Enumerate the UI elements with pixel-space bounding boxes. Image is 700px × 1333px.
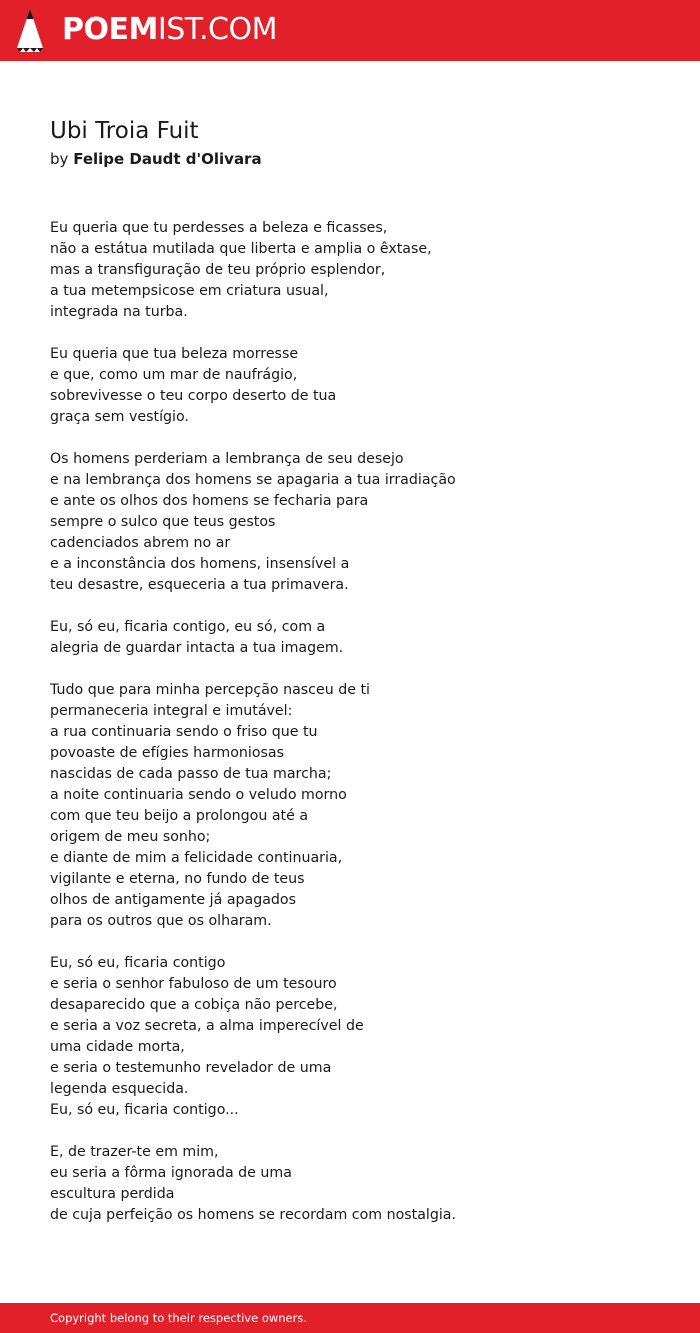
poem-title: Ubi Troia Fuit xyxy=(50,118,199,144)
poem-line: de cuja perfeição os homens se recordam com nostalgia. xyxy=(50,1207,456,1223)
poem-line: eu seria a fôrma ignorada de uma xyxy=(50,1165,292,1181)
brand-name-bold: POEM xyxy=(62,12,158,47)
site-footer xyxy=(0,1303,700,1333)
poem-line: Eu, só eu, ficaria contigo xyxy=(50,955,226,971)
stanza-break xyxy=(50,659,670,680)
poem-line: nascidas de cada passo de tua marcha; xyxy=(50,766,332,782)
poem-line: Os homens perderiam a lembrança de seu desejo xyxy=(50,451,404,467)
poem-line: integrada na turba. xyxy=(50,304,188,320)
poem-line: e seria o senhor fabuloso de um tesouro xyxy=(50,976,337,992)
poem-line: e seria a voz secreta, a alma imperecível de xyxy=(50,1018,364,1034)
poem-line: Eu, só eu, ficaria contigo, eu só, com a xyxy=(50,619,326,635)
poem-line: mas a transfiguração de teu próprio esplendor, xyxy=(50,262,386,278)
poem-line: permaneceria integral e imutável: xyxy=(50,703,293,719)
poem-line: para os outros que os olharam. xyxy=(50,913,272,929)
poem-line: a tua metempsicose em criatura usual, xyxy=(50,283,329,299)
poem-line: vigilante e eterna, no fundo de teus xyxy=(50,871,305,887)
poem-line: não a estátua mutilada que liberta e amplia o êxtase, xyxy=(50,241,432,257)
poem-line: a noite continuaria sendo o veludo morno xyxy=(50,787,347,803)
poem-line: com que teu beijo a prolongou até a xyxy=(50,808,309,824)
poem-line: e seria o testemunho revelador de uma xyxy=(50,1060,332,1076)
poem-line: graça sem vestígio. xyxy=(50,409,189,425)
site-header xyxy=(0,0,700,61)
poem-line: escultura perdida xyxy=(50,1186,175,1202)
stanza-break xyxy=(50,1121,670,1142)
poem-line: e a inconstância dos homens, insensível a xyxy=(50,556,350,572)
copyright-notice: Copyright belong to their respective owners. xyxy=(50,1311,308,1325)
stanza-break xyxy=(50,428,670,449)
site-logo-link[interactable] xyxy=(62,12,277,48)
poem-line: Eu queria que tua beleza morresse xyxy=(50,346,299,362)
poem-line: olhos de antigamente já apagados xyxy=(50,892,296,908)
poem-line: teu desastre, esqueceria a tua primavera. xyxy=(50,577,349,593)
poem-line: Eu, só eu, ficaria contigo... xyxy=(50,1102,239,1118)
poem-byline xyxy=(50,148,262,170)
poem-line: sobrevivesse o teu corpo deserto de tua xyxy=(50,388,337,404)
poem-line: desaparecido que a cobiça não percebe, xyxy=(50,997,338,1013)
poem-line: origem de meu sonho; xyxy=(50,829,211,845)
poem-line: uma cidade morta, xyxy=(50,1039,185,1055)
stanza-break xyxy=(50,323,670,344)
poem-line: e diante de mim a felicidade continuaria, xyxy=(50,850,343,866)
poem-line: povoaste de efígies harmoniosas xyxy=(50,745,284,761)
poem-line: e ante os olhos dos homens se fecharia para xyxy=(50,493,369,509)
author-name[interactable]: Felipe Daudt d'Olivara xyxy=(73,150,262,168)
pencil-tip-icon[interactable] xyxy=(16,8,44,52)
poem-line: e que, como um mar de naufrágio, xyxy=(50,367,298,383)
poem-line: Tudo que para minha percepção nasceu de ti xyxy=(50,682,370,698)
poem-line: Eu queria que tu perdesses a beleza e ficasses, xyxy=(50,220,388,236)
poem-line: cadenciados abrem no ar xyxy=(50,535,231,551)
poem-line: E, de trazer-te em mim, xyxy=(50,1144,219,1160)
poem-body xyxy=(50,218,670,1226)
poem-line: e na lembrança dos homens se apagaria a tua irradiação xyxy=(50,472,456,488)
brand-name-domain: IST.COM xyxy=(157,12,277,47)
byline-prefix: by xyxy=(50,150,69,168)
stanza-break xyxy=(50,596,670,617)
poem-line: legenda esquecida. xyxy=(50,1081,189,1097)
poem-line: sempre o sulco que teus gestos xyxy=(50,514,276,530)
poem-line: a rua continuaria sendo o friso que tu xyxy=(50,724,318,740)
poem-line: alegria de guardar intacta a tua imagem. xyxy=(50,640,344,656)
stanza-break xyxy=(50,932,670,953)
